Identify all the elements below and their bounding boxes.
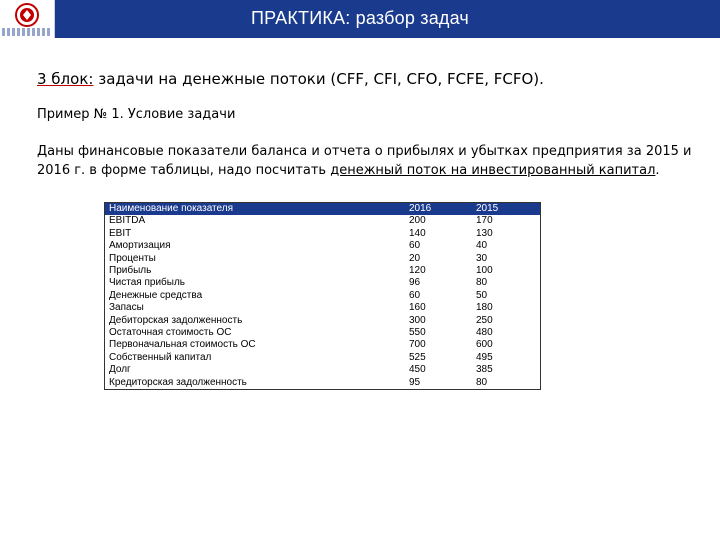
- row-value-2016: 450: [409, 364, 426, 376]
- row-value-2016: 95: [409, 376, 421, 388]
- row-value-2016: 300: [409, 314, 426, 326]
- row-indicator-name: Денежные средства: [109, 289, 203, 301]
- task-condition: [37, 142, 697, 180]
- row-indicator-name: EBITDA: [109, 215, 146, 227]
- row-value-2015: 250: [476, 314, 493, 326]
- row-indicator-name: Собственный капитал: [109, 351, 212, 363]
- table-row: [105, 352, 541, 364]
- row-value-2015: 600: [476, 339, 493, 351]
- block-label: 3 блок:: [37, 70, 94, 88]
- row-value-2016: 60: [409, 289, 421, 301]
- table-row: [105, 253, 541, 265]
- row-value-2015: 80: [476, 277, 488, 289]
- table-row: [105, 364, 541, 376]
- table-row: [105, 290, 541, 302]
- row-value-2015: 385: [476, 364, 493, 376]
- block-text: задачи на денежные потоки (CFF, CFI, CFO, FCFE, FCFO).: [93, 70, 544, 88]
- table-row: [105, 315, 541, 327]
- row-value-2015: 170: [476, 215, 493, 227]
- indicators-table: [104, 202, 541, 390]
- row-value-2016: 20: [409, 252, 421, 264]
- row-indicator-name: Прибыль: [109, 265, 152, 277]
- row-indicator-name: Долг: [109, 364, 131, 376]
- condition-text: Даны финансовые показатели баланса и отчета о прибылях и убытках предприятия за 2015 и 2016 г. в форме таблицы, надо посчитать: [37, 144, 692, 178]
- row-indicator-name: EBIT: [109, 227, 132, 239]
- row-value-2016: 120: [409, 265, 426, 277]
- row-indicator-name: Кредиторская задолженность: [109, 376, 247, 388]
- row-indicator-name: Дебиторская задолженность: [109, 314, 243, 326]
- table-row: [105, 327, 541, 339]
- row-value-2016: 525: [409, 351, 426, 363]
- row-value-2015: 495: [476, 351, 493, 363]
- row-value-2016: 200: [409, 215, 426, 227]
- row-indicator-name: Амортизация: [109, 240, 171, 252]
- table-body: [105, 215, 541, 389]
- row-value-2016: 700: [409, 339, 426, 351]
- row-value-2016: 140: [409, 227, 426, 239]
- table-row: [105, 277, 541, 289]
- block-heading: [37, 70, 544, 88]
- row-indicator-name: Проценты: [109, 252, 156, 264]
- row-indicator-name: Остаточная стоимость ОС: [109, 327, 232, 339]
- row-value-2016: 96: [409, 277, 421, 289]
- table-row: [105, 265, 541, 277]
- header-year-2016: 2016: [405, 203, 472, 216]
- row-value-2015: 100: [476, 265, 493, 277]
- example-title: Пример № 1. Условие задачи: [37, 107, 236, 122]
- row-indicator-name: Чистая прибыль: [109, 277, 185, 289]
- row-value-2015: 480: [476, 327, 493, 339]
- condition-highlight: денежный поток на инвестированный капитал: [330, 163, 656, 178]
- header-bar: [0, 0, 720, 38]
- table-row: [105, 215, 541, 227]
- row-value-2015: 180: [476, 302, 493, 314]
- page-title: ПРАКТИКА: разбор задач: [250, 8, 470, 28]
- row-value-2015: 130: [476, 227, 493, 239]
- row-value-2015: 30: [476, 252, 488, 264]
- row-indicator-name: Запасы: [109, 302, 144, 314]
- table-header-row: [105, 203, 541, 216]
- row-value-2015: 40: [476, 240, 488, 252]
- row-value-2015: 50: [476, 289, 488, 301]
- header-indicator: Наименование показателя: [105, 203, 406, 216]
- row-value-2015: 80: [476, 376, 488, 388]
- row-value-2016: 160: [409, 302, 426, 314]
- row-value-2016: 60: [409, 240, 421, 252]
- condition-end: .: [655, 163, 660, 178]
- logo-caption: [2, 28, 52, 36]
- header-year-2015: 2015: [472, 203, 541, 216]
- table-row: [105, 377, 541, 390]
- table-row: [105, 240, 541, 252]
- table-row: [105, 228, 541, 240]
- table-row: [105, 339, 541, 351]
- row-indicator-name: Первоначальная стоимость ОС: [109, 339, 256, 351]
- row-value-2016: 550: [409, 327, 426, 339]
- table-row: [105, 302, 541, 314]
